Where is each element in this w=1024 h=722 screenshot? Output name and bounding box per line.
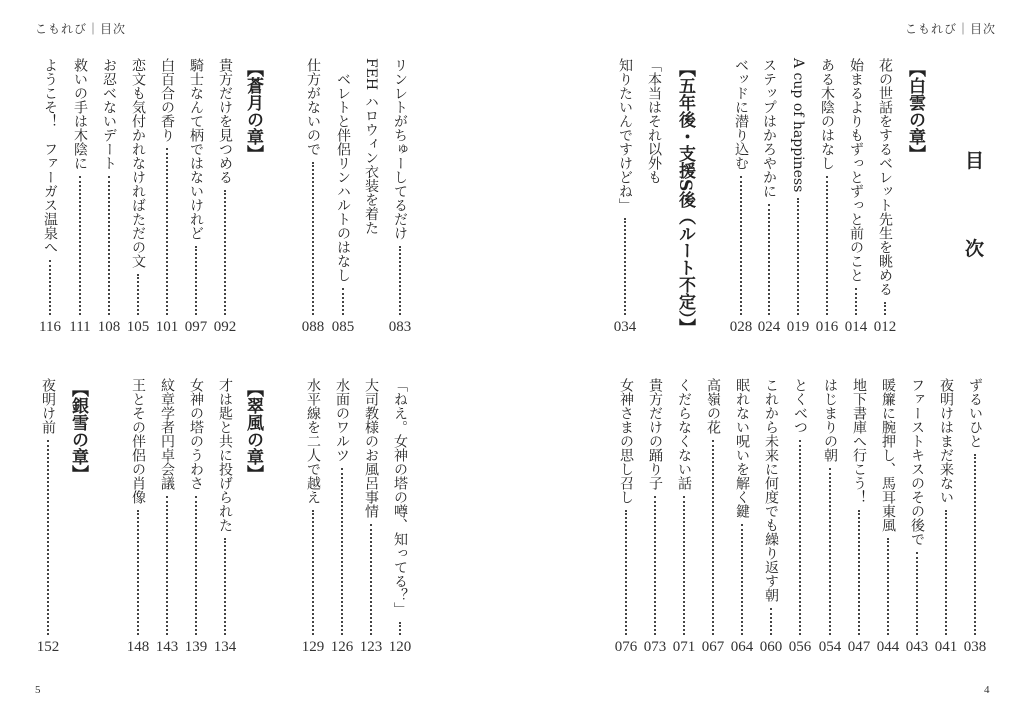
dot-leader (312, 162, 314, 315)
chapter-heading: 【五年後・支援S後（ルート不定）】 (675, 60, 695, 336)
entry-page-number: 092 (213, 319, 237, 335)
toc-entry[interactable] (390, 58, 410, 315)
dot-leader (826, 176, 828, 315)
entry-page-number: 060 (759, 639, 783, 655)
entry-page-number: 085 (331, 319, 355, 335)
folio-right: 4 (984, 684, 990, 696)
dot-leader (799, 440, 801, 635)
dot-leader (797, 198, 799, 315)
entry-page-number: 071 (672, 639, 696, 655)
toc-entry[interactable] (128, 378, 148, 635)
toc-entry[interactable] (817, 58, 837, 315)
entry-title: 救いの手は木陰に (72, 58, 88, 170)
entry-title: 女神の塔のうわさ (188, 378, 204, 490)
toc-entry[interactable] (40, 58, 60, 315)
toc-title-char: 目 (965, 150, 985, 172)
toc-entry[interactable] (390, 378, 410, 635)
dot-leader (741, 524, 743, 635)
entry-page-number: 139 (184, 639, 208, 655)
entry-page-number: 044 (876, 639, 900, 655)
entry-page-number: 047 (847, 639, 871, 655)
dot-leader (884, 302, 886, 315)
toc-entry[interactable] (846, 58, 866, 315)
entry-title: A cup of happiness (790, 58, 806, 193)
entry-title: 花の世話をするベレット先生を眺める (877, 58, 893, 296)
entry-title: FEH ハロウィン衣装を着た (363, 58, 379, 235)
toc-entry[interactable] (875, 58, 895, 315)
dot-leader (137, 510, 139, 635)
entry-title: ステップはかろやかに (761, 58, 777, 198)
entry-title: リンレトがちゅーしてるだけ (392, 58, 408, 240)
entry-title: 才は匙と共に投げられた (217, 378, 233, 532)
chapter-heading: 【白雲の章】 (905, 60, 925, 162)
dot-leader (342, 288, 344, 315)
entry-title: 高嶺の花 (705, 378, 721, 434)
entry-page-number: 143 (155, 639, 179, 655)
dot-leader (855, 288, 857, 315)
toc-entry[interactable] (731, 58, 751, 315)
toc-entry[interactable] (70, 58, 90, 315)
entry-title: 水面のワルツ (334, 378, 350, 462)
toc-entry[interactable] (761, 378, 781, 635)
entry-page-number: 028 (729, 319, 753, 335)
dot-leader (312, 510, 314, 635)
dot-leader (108, 176, 110, 315)
entry-page-number: 123 (359, 639, 383, 655)
toc-entry[interactable] (644, 58, 664, 315)
toc-title-char: 次 (965, 238, 985, 260)
dot-leader (195, 246, 197, 315)
entry-title: とくべつ (792, 378, 808, 434)
toc-entry[interactable] (703, 378, 723, 635)
entry-title: ある木陰のはなし (819, 58, 835, 170)
entry-title: お忍べないデート (101, 58, 117, 170)
entry-page-number: 064 (730, 639, 754, 655)
toc-entry[interactable] (907, 378, 927, 635)
entry-title: 「本当はそれ以外も (646, 58, 662, 184)
entry-page-number: 129 (301, 639, 325, 655)
entry-page-number: 076 (614, 639, 638, 655)
entry-page-number: 067 (701, 639, 725, 655)
dot-leader (399, 246, 401, 315)
toc-entry[interactable] (790, 378, 810, 635)
chapter-heading: 【銀雪の章】 (68, 380, 88, 482)
toc-entry[interactable] (616, 378, 636, 635)
entry-page-number: 111 (69, 319, 91, 335)
toc-entry[interactable] (674, 378, 694, 635)
dot-leader (740, 176, 742, 315)
dot-leader (166, 148, 168, 315)
entry-page-number: 012 (873, 319, 897, 335)
dot-leader (625, 510, 627, 635)
dot-leader (79, 176, 81, 315)
entry-page-number: 073 (643, 639, 667, 655)
entry-page-number: 016 (815, 319, 839, 335)
dot-leader (858, 510, 860, 635)
dot-leader (195, 496, 197, 635)
toc-entry[interactable] (849, 378, 869, 635)
entry-title: 王とその伴侶の肖像 (130, 378, 146, 504)
entry-title: 大司教様のお風呂事情 (363, 378, 379, 518)
dot-leader (224, 538, 226, 635)
entry-page-number: 105 (126, 319, 150, 335)
entry-page-number: 148 (126, 639, 150, 655)
dot-leader (399, 622, 401, 635)
toc-entry[interactable] (157, 378, 177, 635)
entry-page-number: 097 (184, 319, 208, 335)
toc-entry[interactable] (332, 378, 352, 635)
entry-page-number: 041 (934, 639, 958, 655)
entry-page-number: 038 (963, 639, 987, 655)
entry-title: 地下書庫へ行こう！ (851, 378, 867, 504)
entry-title: 紋章学者円卓会議 (159, 378, 175, 490)
entry-title: はじまりの朝 (822, 378, 838, 462)
entry-title: 始まるよりもずっとずっと前のこと (848, 58, 864, 282)
entry-title: 「ねえ。女神の塔の噂、知ってる？」 (392, 378, 408, 616)
entry-title: ようこそ！ ファーガス温泉へ (42, 58, 58, 254)
toc-entry[interactable] (878, 378, 898, 635)
entry-page-number: 019 (786, 319, 810, 335)
dot-leader (945, 510, 947, 635)
toc-entry[interactable] (361, 378, 381, 635)
toc-entry[interactable] (333, 58, 353, 315)
dot-leader (224, 190, 226, 315)
chapter-heading: 【翠風の章】 (243, 380, 263, 482)
entry-title: 水平線を二人で越え (305, 378, 321, 504)
toc-entry[interactable] (732, 378, 752, 635)
toc-entry[interactable] (645, 378, 665, 635)
running-head-right: こもれび｜目次 (905, 22, 997, 36)
toc-entry[interactable] (215, 378, 235, 635)
toc-entry[interactable] (965, 378, 985, 635)
folio-left: 5 (35, 684, 41, 696)
entry-title: ベッドに潜り込む (733, 58, 749, 170)
toc-entry[interactable] (38, 378, 58, 635)
toc-entry[interactable] (186, 58, 206, 315)
toc-entry[interactable] (186, 378, 206, 635)
entry-title: 知りたいんですけどね」 (617, 58, 633, 212)
entry-title: 騎士なんて柄ではないけれど (188, 58, 204, 240)
toc-entry[interactable] (128, 58, 148, 315)
dot-leader (137, 274, 139, 315)
entry-page-number: 088 (301, 319, 325, 335)
dot-leader (166, 496, 168, 635)
chapter-heading: 【蒼月の章】 (243, 60, 263, 162)
dot-leader (341, 468, 343, 635)
dot-leader (624, 218, 626, 315)
dot-leader (974, 454, 976, 635)
entry-title: くだらなくない話 (676, 378, 692, 490)
entry-title: ベレトと伴侶リンハルトのはなし (335, 58, 351, 282)
dot-leader (712, 440, 714, 635)
entry-page-number: 043 (905, 639, 929, 655)
entry-title: 貴方だけの踊り子 (647, 378, 663, 490)
toc-entry[interactable] (759, 58, 779, 315)
entry-page-number: 056 (788, 639, 812, 655)
dot-leader (654, 496, 656, 635)
toc-entry[interactable] (936, 378, 956, 635)
dot-leader (47, 440, 49, 635)
toc-entry[interactable] (303, 58, 323, 315)
entry-page-number: 054 (818, 639, 842, 655)
dot-leader (683, 496, 685, 635)
toc-entry[interactable] (788, 58, 808, 315)
entry-page-number: 108 (97, 319, 121, 335)
entry-title: 恋文も気付かれなければただの文 (130, 58, 146, 268)
entry-page-number: 116 (39, 319, 61, 335)
entry-page-number: 120 (388, 639, 412, 655)
entry-page-number: 014 (844, 319, 868, 335)
entry-title: これから未来に何度でも繰り返す朝 (763, 378, 779, 602)
entry-title: 女神さまの思し召し (618, 378, 634, 504)
entry-page-number: 152 (36, 639, 60, 655)
dot-leader (829, 468, 831, 635)
toc-entry[interactable] (303, 378, 323, 635)
entry-title: 夜明け前 (40, 378, 56, 434)
entry-title: 暖簾に腕押し、馬耳東風 (880, 378, 896, 532)
entry-page-number: 024 (757, 319, 781, 335)
dot-leader (770, 608, 772, 635)
toc-entry[interactable] (361, 58, 381, 315)
running-head-left: こもれび｜目次 (35, 22, 127, 36)
entry-page-number: 101 (155, 319, 179, 335)
entry-title: 夜明けはまだ来ない (938, 378, 954, 504)
entry-title: 眠れない呪いを解く鍵 (734, 378, 750, 518)
toc-entry[interactable] (99, 58, 119, 315)
toc-entry[interactable] (615, 58, 635, 315)
dot-leader (370, 524, 372, 635)
entry-page-number: 134 (213, 639, 237, 655)
dot-leader (768, 204, 770, 315)
toc-entry[interactable] (820, 378, 840, 635)
entry-title: ファーストキスのその後で (909, 378, 925, 546)
dot-leader (887, 538, 889, 635)
entry-page-number: 083 (388, 319, 412, 335)
dot-leader (916, 552, 918, 635)
entry-title: 貴方だけを見つめる (217, 58, 233, 184)
entry-title: 白百合の香り (159, 58, 175, 142)
entry-page-number: 034 (613, 319, 637, 335)
entry-title: ずるいひと (967, 378, 983, 448)
entry-page-number: 126 (330, 639, 354, 655)
toc-entry[interactable] (157, 58, 177, 315)
dot-leader (49, 260, 51, 315)
entry-title: 仕方がないので (305, 58, 321, 156)
toc-entry[interactable] (215, 58, 235, 315)
